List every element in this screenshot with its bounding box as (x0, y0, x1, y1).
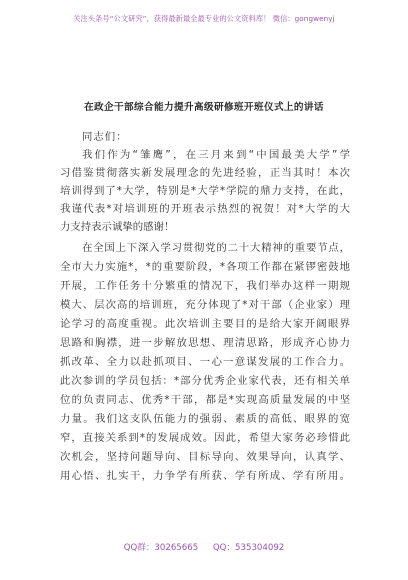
body-line: 思路和胸襟，进一步解放思想、理清思路，形成齐心协力 (60, 337, 350, 349)
body-line: 次机会，坚持问题导向、目标导向、效果导向，认真学、 (60, 451, 350, 463)
body-line: 培训得到了*大学，特别是*大学*学院的鼎力支持，在此， (60, 185, 350, 197)
body-line: 抓改革、全力以赴抓项目、一心一意谋发展的工作合力。 (60, 356, 350, 368)
header-promo-text: 关注头条号“公文研究”，获得最新最全最专业的公文资料库！ 微信：gongwenyj (73, 14, 335, 23)
body-line: 窄，直接关系到*的发展成效。因此，希望大家务必珍惜此 (60, 432, 350, 444)
body-line: 力支持表示诚挚的感谢！ (60, 221, 175, 233)
salutation: 同志们： (82, 131, 128, 143)
body-line: 论学习的高度重视。此次培训主要目的是给大家开阔眼界 (60, 318, 350, 330)
body-line: 我谨代表*对培训班的开班表示热烈的祝贺！对*大学的大 (60, 203, 350, 215)
body-line: 习借鉴贯彻落实新发展理念的先进经验，正当其时！本次 (60, 167, 350, 179)
qq-group-number: QQ群：30265665 (123, 543, 199, 553)
body-line: 全市大力实施*，*的重要阶段，*各项工作都在紧锣密鼓地 (60, 261, 350, 273)
body-line: 力量。我们这支队伍能力的强弱、素质的高低、眼界的宽 (60, 413, 350, 425)
body-line: 我们作为“雏鹰”，在三月来到“中国最美大学”学 (82, 149, 350, 161)
body-line: 用心悟、扎实干，力争学有所获、学有所成、学有所用。 (60, 470, 350, 482)
document-title: 在政企干部综合能力提升高级研修班开班仪式上的讲话 (84, 102, 324, 113)
body-line: 在全国上下深入学习贯彻党的二十大精神的重要节点， (82, 242, 350, 254)
body-line: 开展，工作任务十分繁重的情况下，我们举办这样一期规 (60, 280, 350, 292)
qq-number: QQ：535304092 (212, 543, 285, 553)
footer-contact (0, 541, 408, 553)
body-line: 位的负责同志、优秀*干部，都是*实现高质量发展的中坚 (60, 394, 350, 406)
body-line: 此次参训的学员包括：*部分优秀企业家代表，还有相关单 (60, 375, 350, 387)
body-line: 模大、层次高的培训班，充分体现了*对干部（企业家）理 (60, 299, 350, 311)
